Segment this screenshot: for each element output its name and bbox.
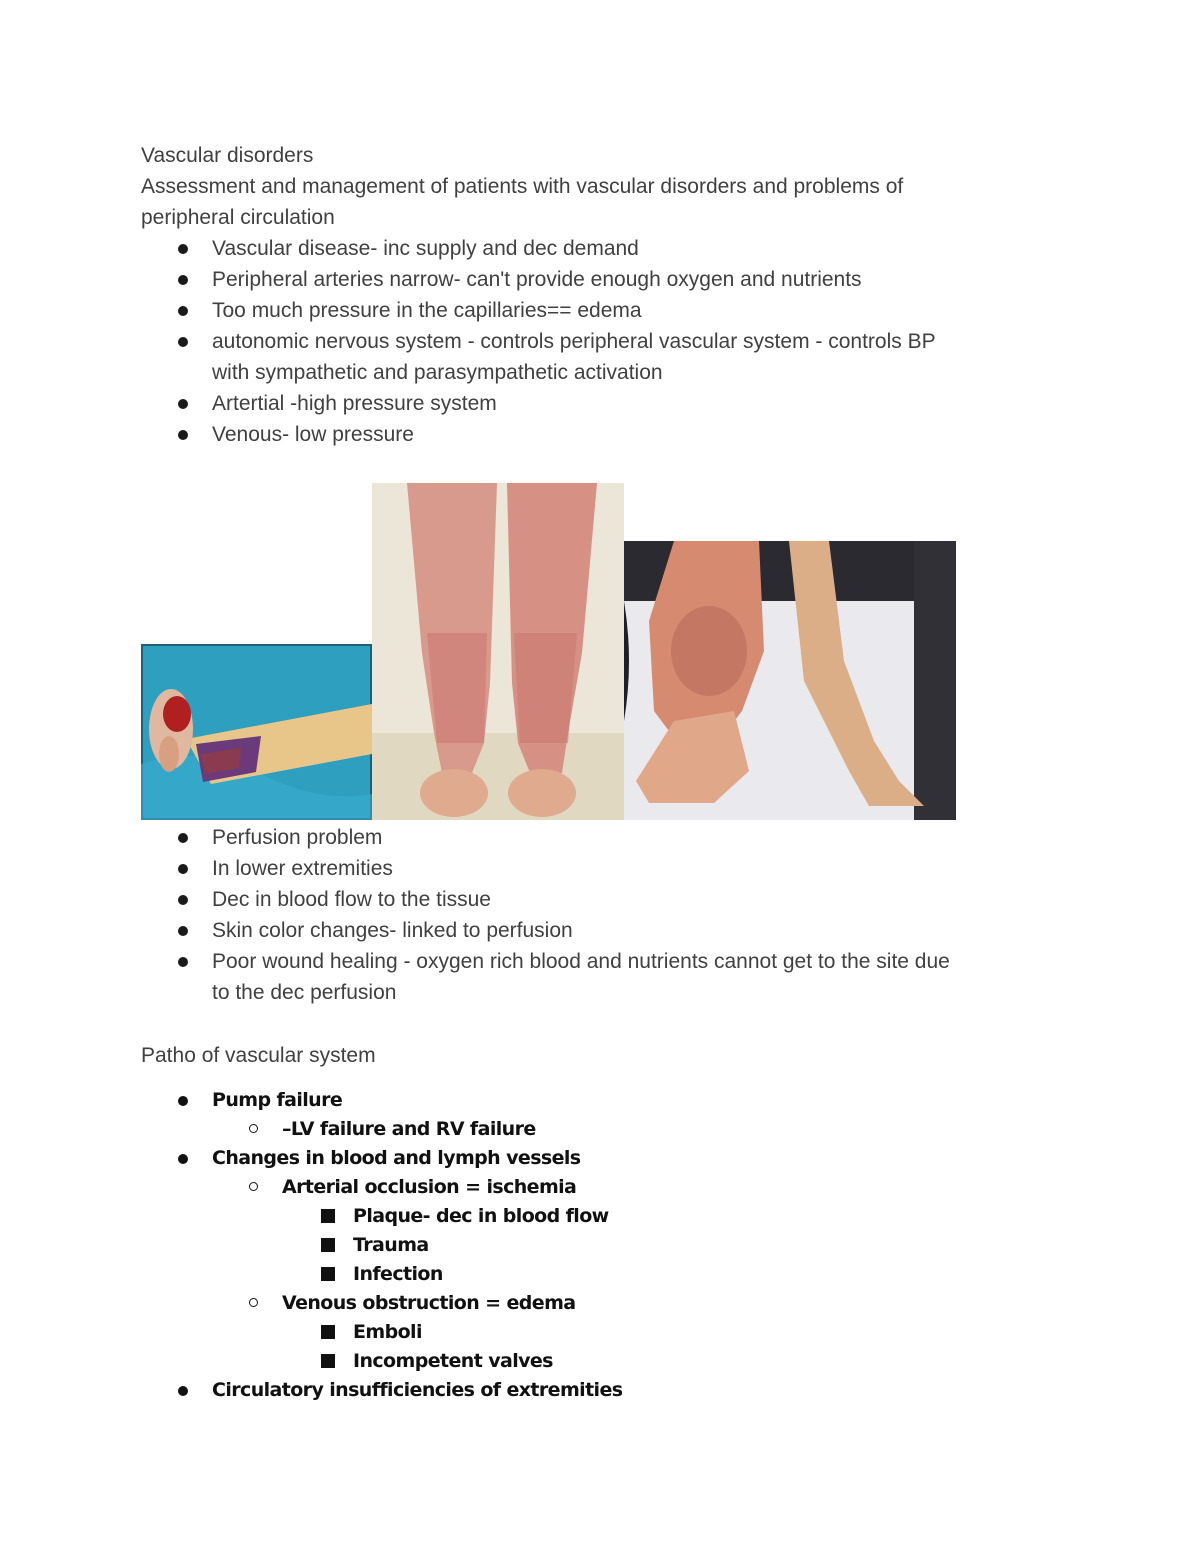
bullet-icon bbox=[178, 1154, 188, 1164]
intro-bullet-list bbox=[141, 233, 936, 450]
hollow-circle-bullet-icon bbox=[249, 1124, 258, 1133]
bullet-icon bbox=[178, 895, 188, 905]
outline-item-text: Changes in blood and lymph vessels bbox=[212, 1147, 581, 1169]
list-item-text: Artertial -high pressure system bbox=[212, 392, 497, 415]
outline-item-level-3 bbox=[141, 1347, 622, 1376]
hollow-circle-bullet-icon bbox=[249, 1182, 258, 1191]
square-bullet-icon bbox=[321, 1209, 335, 1223]
subtitle-line-2: peripheral circulation bbox=[141, 206, 335, 229]
outline-item-text: Venous obstruction = edema bbox=[282, 1292, 576, 1314]
bullet-icon bbox=[178, 833, 188, 843]
outline-item-text: –LV failure and RV failure bbox=[282, 1118, 536, 1140]
list-item bbox=[141, 853, 950, 884]
outline-item-level-1 bbox=[141, 1086, 622, 1115]
bullet-icon bbox=[178, 306, 188, 316]
list-item-text: Peripheral arteries narrow- can't provide enough oxygen and nutrients bbox=[212, 268, 862, 291]
outline-item-level-3 bbox=[141, 1231, 622, 1260]
bullet-icon bbox=[178, 337, 188, 347]
list-item bbox=[141, 915, 950, 946]
outline-item-level-1 bbox=[141, 1144, 622, 1173]
outline-item-level-3 bbox=[141, 1260, 622, 1289]
outline-item-level-3 bbox=[141, 1318, 622, 1347]
list-item-continuation: with sympathetic and parasympathetic activation bbox=[212, 361, 663, 384]
list-item bbox=[141, 388, 936, 419]
list-item-continuation: to the dec perfusion bbox=[212, 981, 397, 1004]
legs-venous-stasis-photo bbox=[372, 483, 624, 820]
list-item bbox=[141, 326, 936, 388]
list-item bbox=[141, 295, 936, 326]
list-item-text: Perfusion problem bbox=[212, 826, 383, 849]
list-item-text: Skin color changes- linked to perfusion bbox=[212, 919, 573, 942]
list-item bbox=[141, 419, 936, 450]
list-item bbox=[141, 233, 936, 264]
outline-item-level-2 bbox=[141, 1173, 622, 1202]
list-item-text: Venous- low pressure bbox=[212, 423, 414, 446]
list-item-text: Vascular disease- inc supply and dec demand bbox=[212, 237, 639, 260]
list-item bbox=[141, 264, 936, 295]
bullet-icon bbox=[178, 1096, 188, 1106]
perfusion-bullet-list bbox=[141, 822, 950, 1008]
bullet-icon bbox=[178, 275, 188, 285]
bullet-icon bbox=[178, 926, 188, 936]
square-bullet-icon bbox=[321, 1354, 335, 1368]
outline-item-level-3 bbox=[141, 1202, 622, 1231]
square-bullet-icon bbox=[321, 1238, 335, 1252]
bullet-icon bbox=[178, 244, 188, 254]
outline-item-text: Incompetent valves bbox=[353, 1350, 553, 1372]
leg-edema-photo bbox=[624, 541, 956, 820]
hollow-circle-bullet-icon bbox=[249, 1298, 258, 1307]
subtitle-line-1: Assessment and management of patients with vascular disorders and problems of bbox=[141, 175, 904, 198]
outline-item-text: Trauma bbox=[353, 1234, 429, 1256]
bullet-icon bbox=[178, 957, 188, 967]
list-item-text: Dec in blood flow to the tissue bbox=[212, 888, 491, 911]
bullet-icon bbox=[178, 399, 188, 409]
outline-item-text: Pump failure bbox=[212, 1089, 343, 1111]
outline-item-text: Circulatory insufficiencies of extremities bbox=[212, 1379, 623, 1401]
outline-item-text: Plaque- dec in blood flow bbox=[353, 1205, 609, 1227]
square-bullet-icon bbox=[321, 1267, 335, 1281]
patho-outline-list bbox=[141, 1086, 622, 1405]
list-item bbox=[141, 822, 950, 853]
bullet-icon bbox=[178, 1386, 188, 1396]
bullet-icon bbox=[178, 864, 188, 874]
leg-ischemic-foot-photo bbox=[141, 644, 372, 820]
square-bullet-icon bbox=[321, 1325, 335, 1339]
list-item-text: Poor wound healing - oxygen rich blood and nutrients cannot get to the site due bbox=[212, 950, 950, 973]
outline-item-text: Arterial occlusion = ischemia bbox=[282, 1176, 577, 1198]
list-item-text: autonomic nervous system - controls peripheral vascular system - controls BP bbox=[212, 330, 936, 353]
section-heading-patho: Patho of vascular system bbox=[141, 1044, 376, 1067]
outline-item-text: Emboli bbox=[353, 1321, 422, 1343]
outline-item-text: Infection bbox=[353, 1263, 443, 1285]
list-item-text: Too much pressure in the capillaries== edema bbox=[212, 299, 642, 322]
list-item bbox=[141, 884, 950, 915]
outline-item-level-1 bbox=[141, 1376, 622, 1405]
outline-item-level-2 bbox=[141, 1289, 622, 1318]
list-item-text: In lower extremities bbox=[212, 857, 393, 880]
bullet-icon bbox=[178, 430, 188, 440]
list-item bbox=[141, 946, 950, 1008]
page-title: Vascular disorders bbox=[141, 144, 314, 167]
outline-item-level-2 bbox=[141, 1115, 622, 1144]
